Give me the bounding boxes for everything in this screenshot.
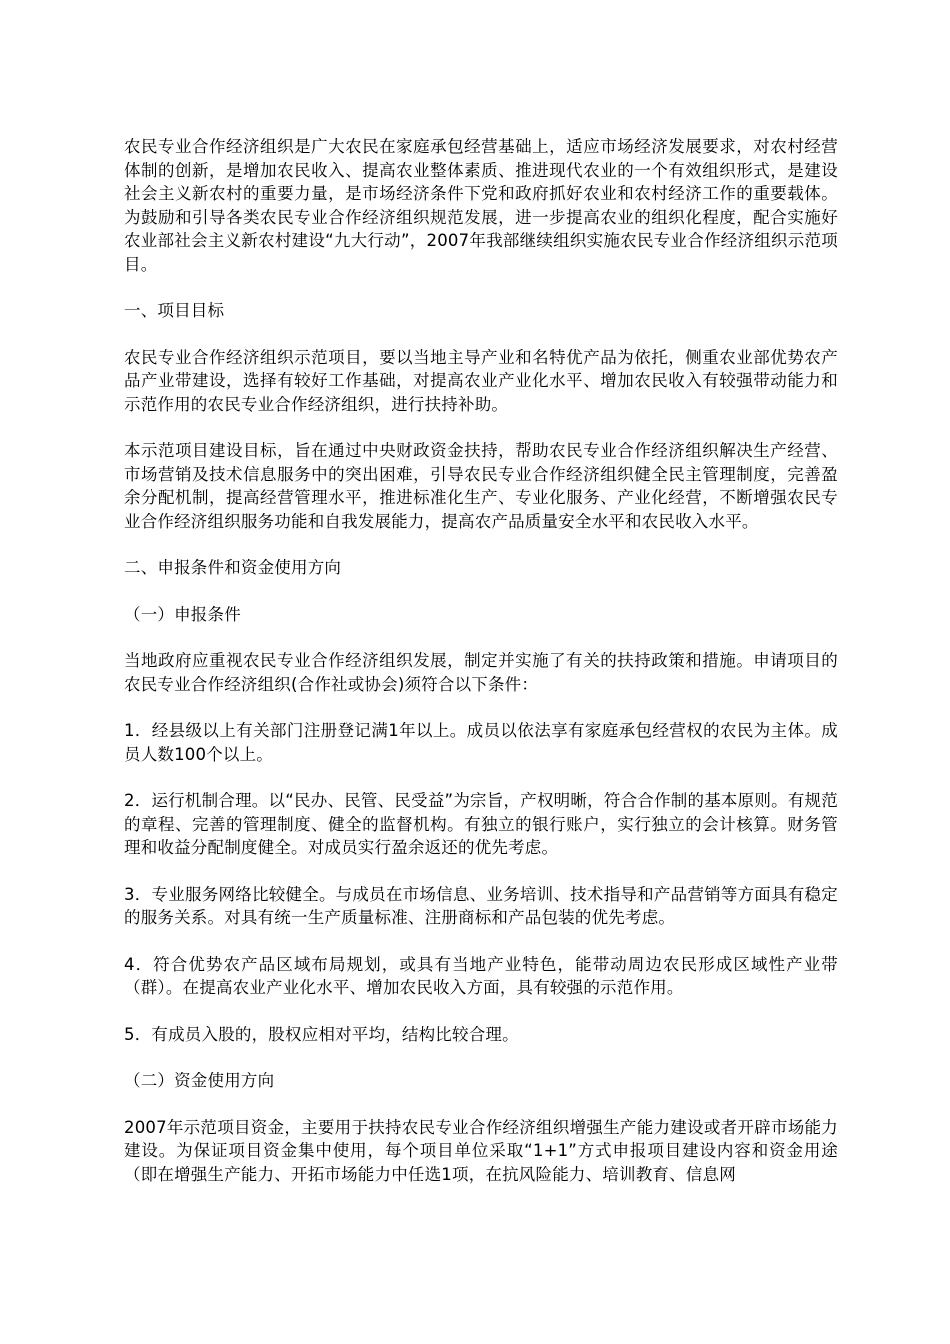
subsection-heading-funds: （二）资金使用方向 bbox=[124, 1071, 275, 1090]
intro-paragraph: 农民专业合作经济组织是广大农民在家庭承包经营基础上，适应市场经济发展要求，对农村经营体制的创新，是增加农民收入、提高农业整体素质、推进现代农业的一个有效组织形式，是建设社会主义新农村的重要力量，是市场经济条件下党和政府抓好农业和农村经济工作的重要载体。为鼓励和引导各类农民专业合作经济组织规范发展，进一步提高农业的组织化程度，配合实施好农业部社会主义新农村建设“九大行动”，2007年我部继续组织实施农民专业合作经济组织示范项目。 bbox=[124, 137, 838, 274]
section-heading-goals: 一、项目目标 bbox=[124, 301, 225, 320]
condition-item-5: 5．有成员入股的，股权应相对平均，结构比较合理。 bbox=[124, 1024, 519, 1044]
subsection-heading-conditions: （一）申报条件 bbox=[124, 604, 241, 624]
condition-item-3: 3．专业服务网络比较健全。与成员在市场信息、业务培训、技术指导和产品营销等方面具有稳定的服务关系。对具有统一生产质量标准、注册商标和产品包装的优先考虑。 bbox=[124, 884, 838, 927]
goals-paragraph-2: 本示范项目建设目标，旨在通过中央财政资金扶持，帮助农民专业合作经济组织解决生产经营、市场营销及技术信息服务中的突出困难，引导农民专业合作经济组织健全民主管理制度，完善盈余分配机制，提高经营管理水平，推进标准化生产、专业化服务、产业化经营，不断增强农民专业合作经济组织服务功能和自我发展能力，提高农产品质量安全水平和农民收入水平。 bbox=[124, 441, 838, 531]
funds-paragraph: 2007年示范项目资金，主要用于扶持农民专业合作经济组织增强生产能力建设或者开辟市场能力建设。为保证项目资金集中使用，每个项目单位采取“1+1”方式申报项目建设内容和资金用途（即在增强生产能力、开拓市场能力中任选1项，在抗风险能力、培训教育、信息网 bbox=[124, 1117, 838, 1184]
condition-item-2: 2．运行机制合理。以“民办、民管、民受益”为宗旨，产权明晰，符合合作制的基本原则。有规范的章程、完善的管理制度、健全的监督机构。有独立的银行账户，实行独立的会计核算。财务管理和收益分配制度健全。对成员实行盈余返还的优先考虑。 bbox=[124, 791, 838, 857]
goals-paragraph-1: 农民专业合作经济组织示范项目，要以当地主导产业和名特优产品为依托，侧重农业部优势农产品产业带建设，选择有较好工作基础，对提高农业产业化水平、增加农民收入有较强带动能力和示范作用的农民专业合作经济组织，进行扶持补助。 bbox=[124, 347, 838, 414]
condition-item-4: 4．符合优势农产品区域布局规划，或具有当地产业特色，能带动周边农民形成区域性产业带（群）。在提高农业产业化水平、增加农民收入方面，具有较强的示范作用。 bbox=[124, 954, 838, 997]
section-heading-conditions: 二、申报条件和资金使用方向 bbox=[124, 558, 342, 577]
condition-item-1: 1．经县级以上有关部门注册登记满1年以上。成员以依法享有家庭承包经营权的农民为主体。成员人数100个以上。 bbox=[124, 721, 838, 764]
conditions-intro-paragraph: 当地政府应重视农民专业合作经济组织发展，制定并实施了有关的扶持政策和措施。申请项目的农民专业合作经济组织(合作社或协会)须符合以下条件： bbox=[124, 651, 838, 694]
